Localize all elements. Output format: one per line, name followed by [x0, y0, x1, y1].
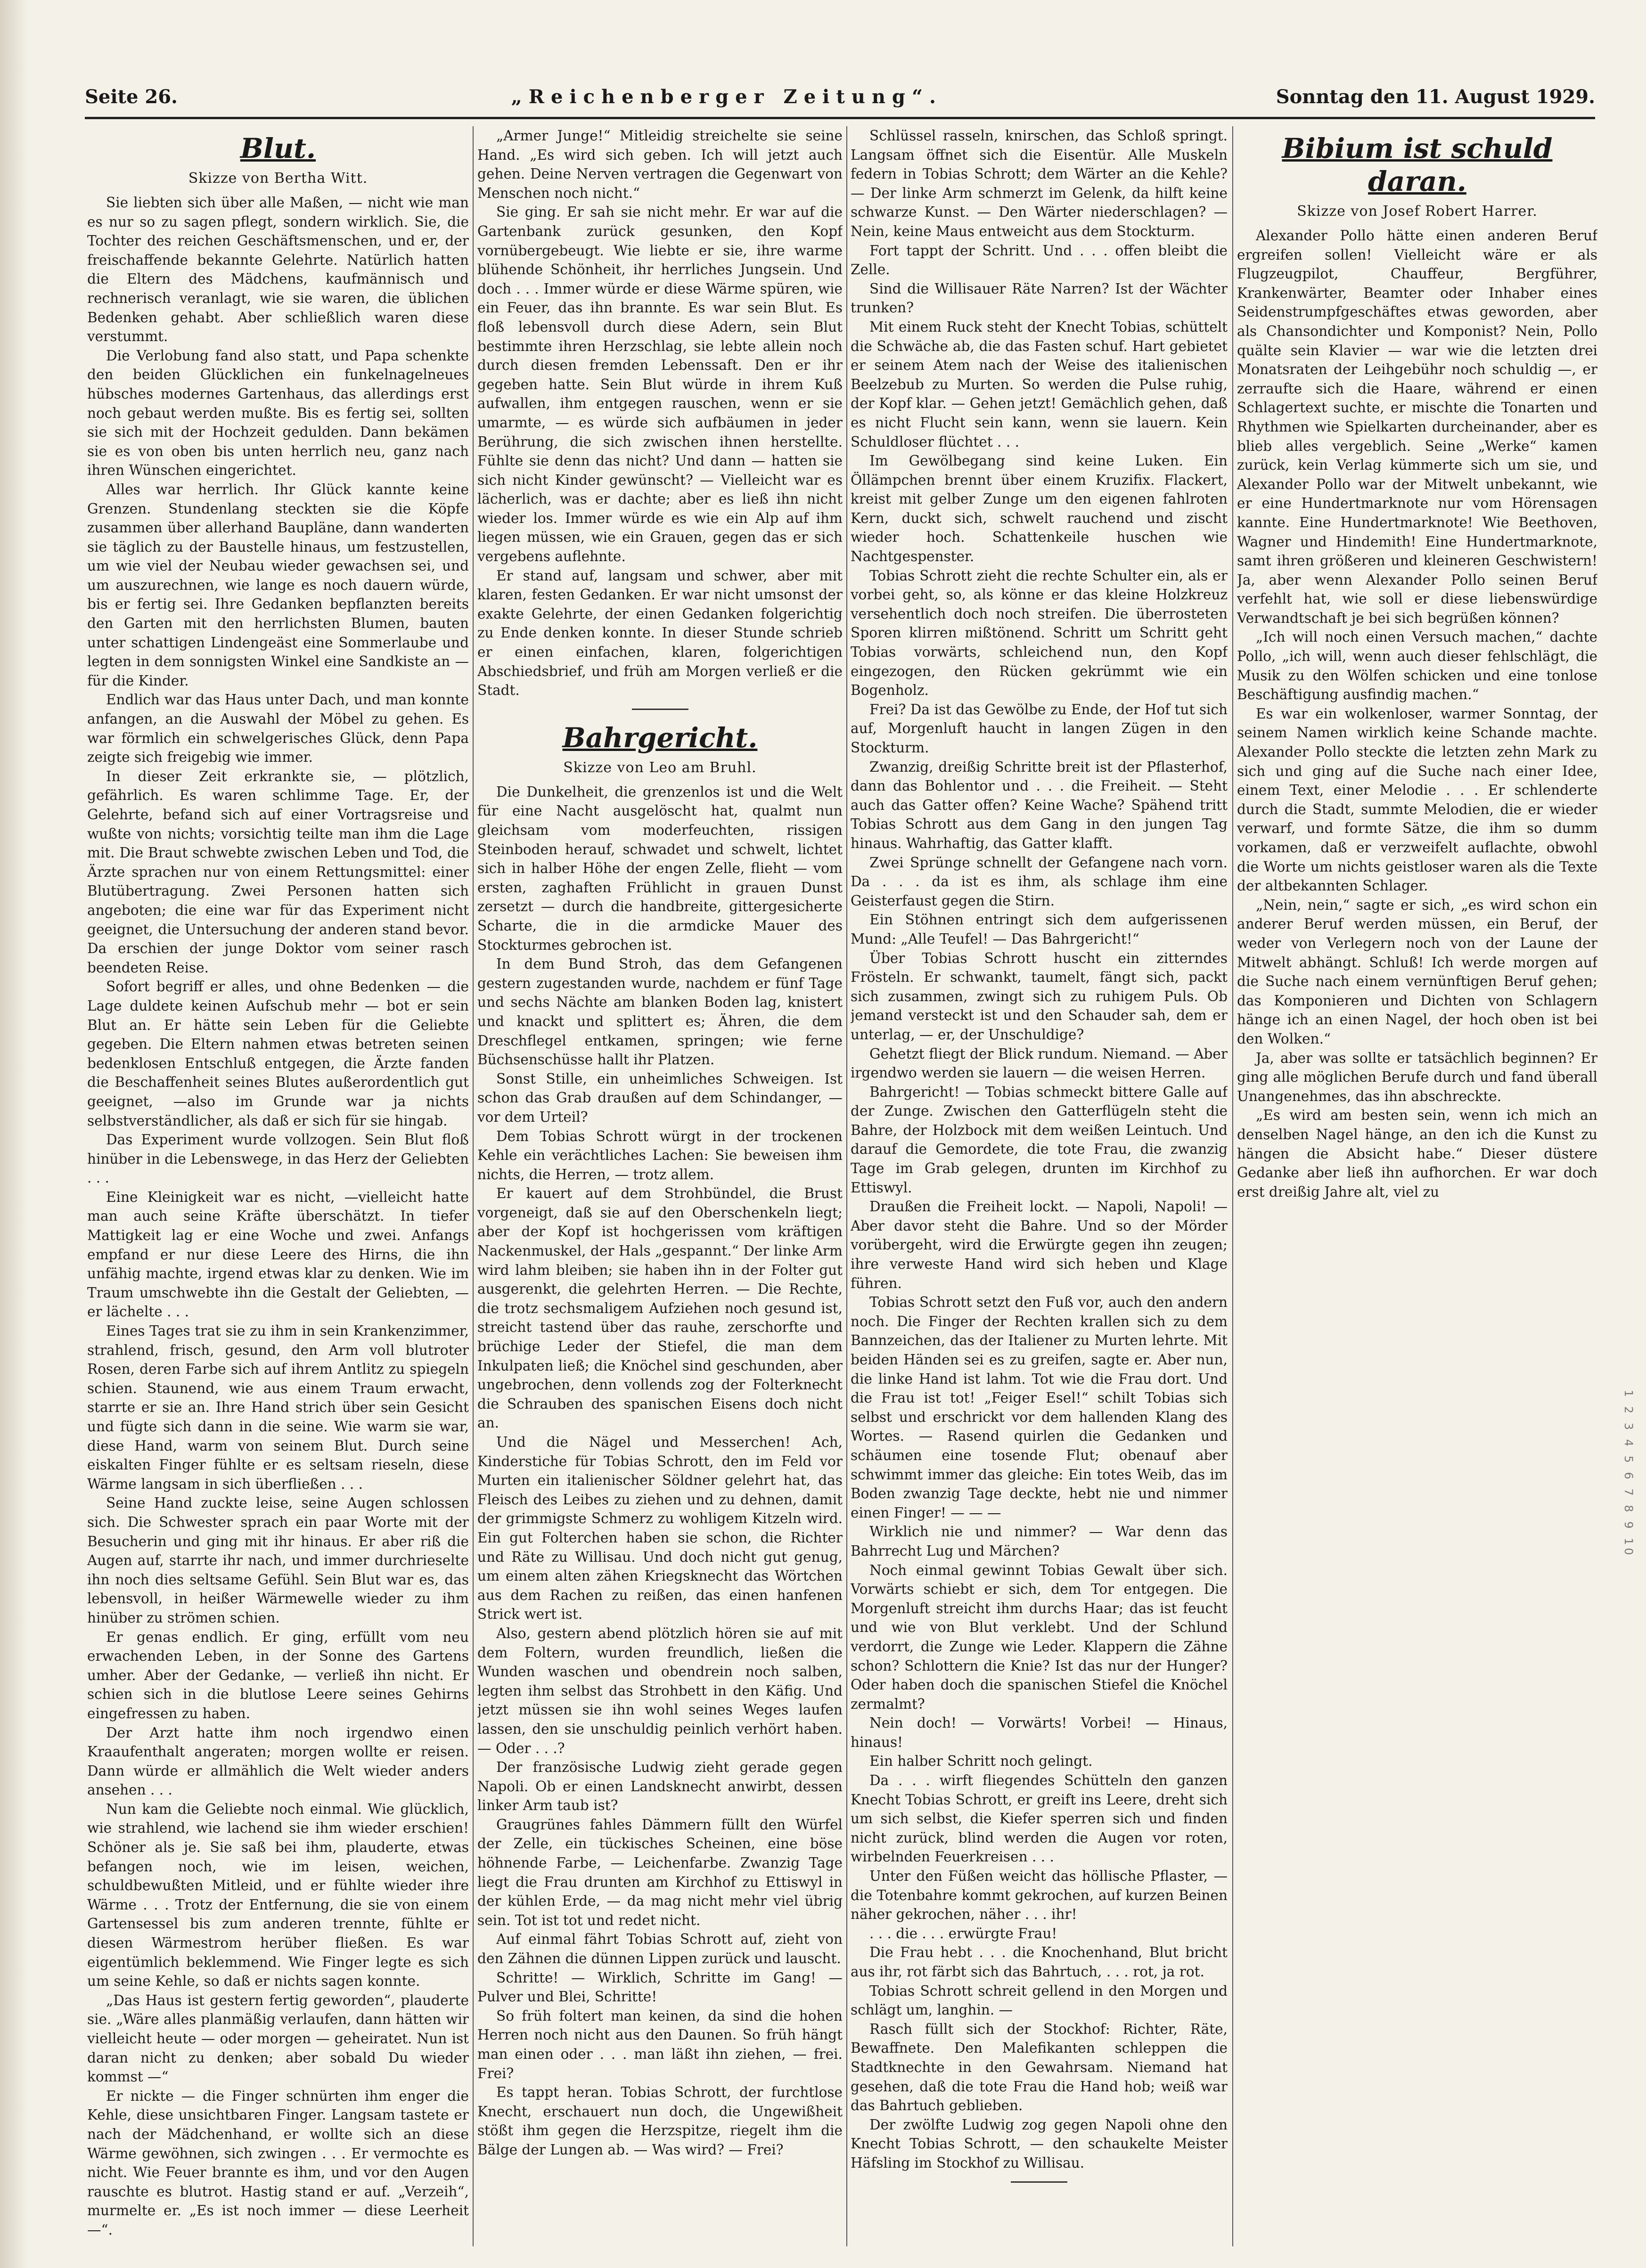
- story-paragraph: . . . die . . . erwürgte Frau!: [869, 1925, 1057, 1942]
- page-number: Seite 26.: [85, 85, 178, 108]
- story-paragraph: Endlich war das Haus unter Dach, und man konnte anfangen, an die Auswahl der Möbel zu gehen. Es war förmlich ein schwelgerisches Glück, denn Papa zeigte sich freigebig wie immer.: [87, 692, 469, 766]
- story-title: Bahrgericht.: [562, 721, 758, 754]
- story-paragraph: Ein halber Schritt noch gelingt.: [869, 1753, 1093, 1770]
- story-paragraph: Tobias Schrott setzt den Fuß vor, auch den andern noch. Die Finger der Rechten krallen sich zu dem Bannzeichen, das der Italiener zu Murten lehrte. Mit beiden Händen sei es zu greifen, sagte er. Aber nun, die linke Hand ist lahm. Tot wie die Frau dort. Und die Frau ist tot! „Feiger Esel!“ schilt Tobias sich selbst und erschrickt vor dem hallenden Klang des Wortes. — Rasend quirlen die Gedanken und schäumen eine tosende Flut; obenauf aber schwimmt immer das gleiche: Ein totes Weib, das im Boden zwanzig Tage deckte, hebt nie und nimmer einen Finger! — — —: [851, 1294, 1228, 1521]
- story-paragraph: Sie liebten sich über alle Maßen, — nicht wie man es nur so zu sagen pflegt, sondern wirklich. Sie, die Tochter des reichen Geschäftsmenschen, und er, der freischaffende bekannte Gelehrte. Natürlich hatten die Eltern des Mädchens, kaufmännisch und rechnerisch veranlagt, wie sie waren, die üblichen Bedenken gehabt. Aber schließlich waren diese verstummt.: [87, 195, 469, 345]
- story-paragraph: Und die Nägel und Messerchen! Ach, Kinderstiche für Tobias Schrott, den im Feld vor Murten ein italienischer Söldner gelehrt hat, das Fleisch des Leibes zu ziehen und zu dehnen, damit der grimmigste Schmerz zu wohligem Kitzeln wird. Ein gut Folterchen haben sie schon, die Richter und Räte zu Willisau. Und doch nicht gut genug, um einem alten zähen Kriegsknecht das Wörtchen aus dem Rachen zu reißen, das einen hanfenen Strick wert ist.: [477, 1434, 843, 1623]
- story-paragraph: Also, gestern abend plötzlich hören sie auf mit dem Foltern, wurden freundlich, ließen die Wunden waschen und obendrein noch salben, legten ihm selbst das Strohbett in den Käfig. Und jetzt müssen sie ihn wohl seines Weges laufen lassen, den sie unschuldig peinlich verhört haben. — Oder . . .?: [477, 1625, 843, 1756]
- page-fold-shadow: [0, 0, 28, 2268]
- story-paragraph: Sonst Stille, ein unheimliches Schweigen. Ist schon das Grab draußen auf dem Schindanger, — vor dem Urteil?: [477, 1070, 843, 1125]
- story-paragraph: Tobias Schrott zieht die rechte Schulter ein, als er vorbei geht, so, als könne er das kleine Holzkreuz versehentlich doch noch streifen. Die überrosteten Sporen klirren mißtönend. Schritt um Schritt geht Tobias vorwärts, schleichend nun, den Kopf eingezogen, den Rücken gekrümmt wie ein Bogenholz.: [851, 567, 1228, 699]
- story-paragraph: Zwei Sprünge schnellt der Gefangene nach vorn. Da . . . da ist es ihm, als schlage ihm eine Geisterfaust gegen die Stirn.: [851, 854, 1228, 909]
- story-paragraph: Über Tobias Schrott huscht ein zitterndes Frösteln. Er schwankt, taumelt, fängt sich, packt sich zusammen, zwingt sich zu ruhigem Puls. Ob jemand versteckt ist und den Schauder sah, dem er unterlag, — er, der Unschuldige?: [851, 950, 1228, 1043]
- story-paragraph: Dem Tobias Schrott würgt in der trockenen Kehle ein verächtliches Lachen: Sie beweisen ihm nichts, die Herren, — trotz allem.: [477, 1128, 843, 1183]
- story-paragraph: „Das Haus ist gestern fertig geworden“, plauderte sie. „Wäre alles planmäßig verlaufen, dann hätten wir vielleicht heute — oder morgen — geheiratet. Nun ist daran nicht zu denken; aber sobald Du wieder kommst —“: [87, 1992, 469, 2085]
- story-paragraph: So früh foltert man keinen, da sind die hohen Herren noch nicht aus den Daunen. So früh hängt man einen oder . . . man läßt ihn ziehen, — frei. Frei?: [477, 2007, 843, 2081]
- story-paragraph: Fort tappt der Schritt. Und . . . offen bleibt die Zelle.: [851, 242, 1228, 278]
- story-paragraph: In dieser Zeit erkrankte sie, — plötzlich, gefährlich. Es waren schlimme Tage. Er, der Gelehrte, befand sich auf einer Vortragsreise und wußte von nichts; vorsichtig teilte man ihm die Lage mit. Die Braut schwebte zwischen Leben und Tod, die Ärzte sprachen nur von einem Rettungsmittel: einer Blutübertragung. Zwei Personen hatten sich angeboten; die eine war für das Experiment nicht geeignet, die Untersuchung der anderen stand bevor. Da erschien der junge Doktor vom seiner rasch beendeten Reise.: [87, 768, 469, 976]
- story-paragraph: Gehetzt fliegt der Blick rundum. Niemand. — Aber irgendwo werden sie lauern — die weisen Herren.: [851, 1045, 1228, 1081]
- story-paragraph: Alexander Pollo hätte einen anderen Beruf ergreifen sollen! Vielleicht wäre er als Flugzeugpilot, Chauffeur, Bergführer, Krankenwärter, Beamter oder Inhaber eines Seidenstrumpfgeschäftes etwas geworden, aber als Chansondichter und Komponist? Nein, Pollo quälte sein Klavier — war wie die letzten drei Monatsraten der Leihgebühr noch schuldig —, er zerraufte sich die Haare, während er einen Schlagertext suchte, er mischte die Tonarten und Rhythmen wie Spielkarten durcheinander, aber es blieb alles vergeblich. Seine „Werke“ kamen zurück, kein Verlag kümmerte sich um sie, und Alexander Pollo war der Mitwelt unbekannt, wie er eine Hundertmarknote nur vom Hörensagen kannte. Eine Hundertmarknote! Wie Beethoven, Wagner und Hindemith! Eine Hundertmarknote, samt ihren größeren und kleineren Geschwistern! Ja, aber wenn Alexander Pollo seinen Beruf verfehlt hat, wie soll er diese liebenswürdige Verwandtschaft je bei sich begrüßen können?: [1237, 228, 1597, 626]
- story-paragraph: Er genas endlich. Er ging, erfüllt vom neu erwachenden Leben, in der Sonne des Gartens umher. Aber der Gedanke, — verließ ihn nicht. Er schien sich in die blutlose Leere seines Gehirns eingefressen zu haben.: [87, 1629, 469, 1721]
- column-1: [87, 126, 469, 2246]
- story-paragraph: Alles war herrlich. Ihr Glück kannte keine Grenzen. Stundenlang steckten sie die Köpfe zusammen über allerhand Baupläne, dann wanderten sie täglich zu der Baustelle hinaus, um festzustellen, um wie viel der Neubau wieder gewachsen sei, und um auszurechnen, wie lange es noch dauern würde, bis er fertig sei. Ihre Gedanken bepflanzten bereits den Garten mit den herrlichsten Blumen, bauten unter schattigen Lindengeäst eine Sommerlaube und legten in dem sonnigsten Winkel eine Sandkiste an — für die Kinder.: [87, 481, 469, 689]
- story-paragraph: „Es wird am besten sein, wenn ich mich an denselben Nagel hänge, an den ich die Kunst zu hängen die Absicht habe.“ Dieser düstere Gedanke aber ließ ihn aufhorchen. Er war doch erst dreißig Jahre alt, viel zu: [1237, 1107, 1597, 1200]
- story-paragraph: Zwanzig, dreißig Schritte breit ist der Pflasterhof, dann das Bohlentor und . . . die Freiheit. — Steht auch das Gatter offen? Keine Wache? Spähend tritt Tobias Schrott aus dem Gang in den jungen Tag hinaus. Wahrhaftig, das Gatter klafft.: [851, 759, 1228, 851]
- story-paragraph: Nein doch! — Vorwärts! Vorbei! — Hinaus, hinaus!: [851, 1715, 1228, 1750]
- story-paragraph: Ja, aber was sollte er tatsächlich beginnen? Er ging alle möglichen Berufe durch und fand überall Unangenehmes, das ihn abschreckte.: [1237, 1050, 1597, 1104]
- story-paragraph: Der Arzt hatte ihm noch irgendwo einen Kraaufenthalt angeraten; morgen wollte er reisen. Dann würde er allmählich die Welt wieder anders ansehen . . .: [87, 1724, 469, 1798]
- story-paragraph: Rasch füllt sich der Stockhof: Richter, Räte, Bewaffnete. Den Malefikanten schleppen die Stadtknechte in den Gewahrsam. Niemand hat gesehen, daß die tote Frau die Hand hob; weiß war das Bahrtuch geblieben.: [851, 2021, 1228, 2114]
- story-paragraph: Eines Tages trat sie zu ihm in sein Krankenzimmer, strahlend, frisch, gesund, den Arm voll blutroter Rosen, deren Farbe sich auf ihrem Antlitz zu spiegeln schien. Staunend, wie aus einem Traum erwacht, starrte er sie an. Ihre Hand strich über sein Gesicht und fügte sich dann in die seine. Wie warm sie war, diese Hand, warm von seinem Blut. Durch seine eiskalten Finger fühlte er es seltsam rieseln, diese Wärme langsam in sich überfließen . . .: [87, 1323, 469, 1492]
- story-paragraph: Mit einem Ruck steht der Knecht Tobias, schüttelt die Schwäche ab, die das Fasten schuf. Hart gebietet er seinem Atem nach der Weise des italienischen Beelzebub zu Murten. So werden die Pulse ruhig, der Kopf klar. — Gehen jetzt! Gemächlich gehen, daß es nicht Flucht sein kann, wenn sie lauern. Kein Schuldloser flüchtet . . .: [851, 318, 1228, 450]
- story-title: Bibium ist schuld daran.: [1282, 132, 1553, 197]
- story-byline: Skizze von Leo am Bruhl.: [563, 759, 757, 776]
- story-paragraph: Wirklich nie und nimmer? — War denn das Bahrrecht Lug und Märchen?: [851, 1524, 1228, 1559]
- column-rule: [1232, 126, 1233, 2246]
- column-rule: [473, 126, 474, 2246]
- story-paragraph: Schlüssel rasseln, knirschen, das Schloß springt. Langsam öffnet sich die Eisentür. Alle Muskeln federn in Tobias Schrott; dem Wärter an die Kehle? — Der linke Arm schmerzt im Gelenk, da hilft keine schwarze Kunst. — Den Wärter niederschlagen? — Nein, keine Maus entweicht aus dem Stockturm.: [851, 128, 1228, 239]
- story-paragraph: Auf einmal fährt Tobias Schrott auf, zieht von den Zähnen die dünnen Lippen zurück und lauscht.: [477, 1931, 843, 1967]
- story-paragraph: Draußen die Freiheit lockt. — Napoli, Napoli! — Aber davor steht die Bahre. Und so der Mörder vorübergeht, wird die Erwürgte gegen ihn zeugen; ihre verweste Hand wird sich heben und Klage führen.: [851, 1199, 1228, 1291]
- story-paragraph: Nun kam die Geliebte noch einmal. Wie glücklich, wie strahlend, wie lachend sie ihm wieder erschien! Schöner als je. Sie saß bei ihm, plauderte, etwas befangen noch, wie im leisen, weichen, schuldbewußten Mitleid, und er fühlte wieder ihre Wärme . . . Trotz der Entfernung, die sie von einem Gartensessel bis zum anderen trennte, fühlte er diesen Wärmestrom herüber fließen. Es war eigentümlich beklemmend. Wie Finger legte es sich um seine Kehle, so daß er nichts sagen konnte.: [87, 1801, 469, 1990]
- story-paragraph: Er nickte — die Finger schnürten ihm enger die Kehle, diese unsichtbaren Finger. Langsam tastete er nach der Mädchenhand, er wollte sich an diese Wärme gewöhnen, sich zwingen . . . Er vermochte es nicht. Wie Feuer brannte es ihm, und vor den Augen rauschte es blutrot. Hastig stand er auf. „Verzeih“, murmelte er. „Es ist noch immer — diese Leerheit —“.: [87, 2088, 469, 2238]
- story-paragraph: „Ich will noch einen Versuch machen,“ dachte Pollo, „ich will, wenn auch dieser fehlschlägt, die Musik zu den Wölfen schicken und eine tonlose Beschäftigung ausfindig machen.“: [1237, 629, 1597, 703]
- story-paragraph: Das Experiment wurde vollzogen. Sein Blut floß hinüber in die Lebenswege, in das Herz der Geliebten . . .: [87, 1132, 469, 1186]
- story-byline: Skizze von Josef Robert Harrer.: [1297, 203, 1538, 220]
- story-paragraph: „Nein, nein,“ sagte er sich, „es wird schon ein anderer Beruf werden müssen, ein Beruf, der weder von Verlegern noch von der Laune der Mitwelt abhängt. Schluß! Ich werde morgen auf die Suche nach einem vernünftigen Beruf gehen; das Komponieren und Dichten von Schlagern hänge ich an einen Nagel, der hoch oben ist bei den Wolken.“: [1237, 897, 1597, 1047]
- story-paragraph: Noch einmal gewinnt Tobias Gewalt über sich. Vorwärts schiebt er sich, dem Tor entgegen. Die Morgenluft streicht ihm durchs Haar; das ist feucht und wie von Blut verklebt. Und der Schlund verdorrt, die Zunge wie Leder. Klappern die Zähne schon? Schlottern die Knie? Ist das nur der Hunger? Oder haben doch die spanischen Stiefel die Knöchel zermalmt?: [851, 1562, 1228, 1712]
- page-header: [85, 82, 1595, 111]
- story-paragraph: „Armer Junge!“ Mitleidig streichelte sie seine Hand. „Es wird sich geben. Ich will jetzt auch gehen. Deine Nerven vertragen die Gegenwart von Menschen noch nicht.“: [477, 128, 843, 201]
- story-paragraph: Frei? Da ist das Gewölbe zu Ende, der Hof tut sich auf, Morgenluft haucht in langen Zügen in den Stockturm.: [851, 701, 1228, 756]
- story-paragraph: Da . . . wirft fliegendes Schütteln den ganzen Knecht Tobias Schrott, er greift ins Leere, dreht sich um sich selbst, die Kiefer sperren sich und finden nicht zurück, blind werden die Augen vor roten, wirbelnden Feuerkreisen . . .: [851, 1772, 1228, 1865]
- story-paragraph: Der zwölfte Ludwig zog gegen Napoli ohne den Knecht Tobias Schrott, — den schaukelte Meister Häfsling im Stockhof zu Willisau.: [851, 2116, 1228, 2171]
- column-3: [851, 126, 1228, 2246]
- story-paragraph: Tobias Schrott schreit gellend in den Morgen und schlägt um, langhin. —: [851, 1982, 1228, 2018]
- story-paragraph: In dem Bund Stroh, das dem Gefangenen gestern zugestanden wurde, nachdem er fünf Tage und sechs Nächte am blanken Boden lag, knistert und knackt und splittert es; Ähren, die dem Dreschflegel entkamen, springen; wie ferne Büchsenschüsse hallt ihr Platzen.: [477, 956, 843, 1068]
- margin-marks: 1 2 3 4 5 6 7 8 9 10: [1622, 1390, 1635, 1558]
- story-paragraph: Es war ein wolkenloser, warmer Sonntag, der seinem Namen wirklich keine Schande machte. Alexander Pollo steckte die letzten zehn Mark zu sich und ging auf die Suche nach einer Idee, einem Text, einer Melodie . . . Er schlenderte durch die Stadt, summte Melodien, die er wieder verwarf, und formte Sätze, die ihm so dumm vorkamen, daß er verzweifelt auflachte, obwohl die Worte um nichts geistloser waren als die Texte der altbekannten Schlager.: [1237, 705, 1597, 894]
- story-paragraph: Seine Hand zuckte leise, seine Augen schlossen sich. Die Schwester sprach ein paar Worte mit der Besucherin und ging mit ihr hinaus. Er aber riß die Augen auf, starrte ihr nach, und immer durchrieselte ihn noch dies seltsame Gefühl. Sein Blut war es, das lebensvoll, in heißer Wärmewelle wieder zu ihm hinüber zu strömen schien.: [87, 1495, 469, 1626]
- story-paragraph: Er stand auf, langsam und schwer, aber mit klaren, festen Gedanken. Er war nicht umsonst der exakte Gelehrte, der einen Gedanken folgerichtig zu Ende denken konnte. In dieser Stunde schrieb er einen einfachen, klaren, folgerichtigen Abschiedsbrief, und früh am Morgen verließ er die Stadt.: [477, 567, 843, 699]
- newspaper-title: „Reichenberger Zeitung“.: [511, 85, 942, 108]
- story-paragraph: Sofort begriff er alles, und ohne Bedenken — die Lage duldete keinen Aufschub mehr — bot er sein Blut an. Er hätte sein Leben für die Geliebte gegeben. Die Eltern nahmen etwas betreten seinen bedenklosen Entschluß entgegen, die Ärzte fanden die Beschaffenheit seines Blutes außerordentlich gut geeignet, —also im Grunde war ja nichts selbstverständlicher, als daß er sich für sie hingab.: [87, 979, 469, 1129]
- story-separator: [632, 709, 688, 710]
- story-paragraph: Die Dunkelheit, die grenzenlos ist und die Welt für eine Nacht ausgelöscht hat, qualmt nun gleichsam vom moderfeuchten, rissigen Steinboden herauf, schwadet und schwelt, lichtet sich in halber Höhe der engen Zelle, flieht — vom ersten, zaghaften Frühlicht in grauen Dunst zersetzt — durch die handbreite, gittergesicherte Scharte, die in die armdicke Mauer des Stockturmes gebrochen ist.: [477, 783, 843, 953]
- story-paragraph: Der französische Ludwig zieht gerade gegen Napoli. Ob er einen Landsknecht anwirbt, dessen linker Arm taub ist?: [477, 1759, 843, 1814]
- story-paragraph: Bahrgericht! — Tobias schmeckt bittere Galle auf der Zunge. Zwischen den Gatterflügeln steht die Bahre, der Holzbock mit dem weißen Leintuch. Und darauf die Gemordete, die tote Frau, die zwanzig Tage im Grab gelegen, drunten im Kirchhof zu Ettiswyl.: [851, 1084, 1228, 1196]
- story-paragraph: Unter den Füßen weicht das höllische Pflaster, — die Totenbahre kommt gekrochen, auf kurzen Beinen näher gekrochen, näher . . . ihr!: [851, 1868, 1228, 1923]
- header-rule: [85, 117, 1595, 119]
- story-paragraph: Sind die Willisauer Räte Narren? Ist der Wächter trunken?: [851, 280, 1228, 316]
- story-paragraph: Graugrünes fahles Dämmern füllt den Würfel der Zelle, ein tückisches Scheinen, eine böse höhnende Farbe, — Leichenfarbe. Zwanzig Tage liegt die Frau drunten am Kirchhof zu Ettiswyl in der kühlen Erde, — da mag nicht mehr viel übrig sein. Tot ist tot und redet nicht.: [477, 1816, 843, 1928]
- story-paragraph: Die Verlobung fand also statt, und Papa schenkte den beiden Glücklichen ein funkelnagelneues hübsches modernes Gartenhaus, das allerdings erst noch gebaut werden mußte. Bis es fertig sei, sollten sie sich mit der Hochzeit gedulden. Dann bekämen sie es von oben bis unten herrlich neu, ganz nach ihren Wünschen eingerichtet.: [87, 347, 469, 479]
- story-paragraph: Sie ging. Er sah sie nicht mehr. Er war auf die Gartenbank zurück gesunken, den Kopf vornübergebeugt. Wie liebte er sie, ihre warme blühende Schönheit, ihr herrliches Jungsein. Und doch . . . Immer würde er diese Wärme spüren, wie ein Feuer, das ihn brannte. Es war sein Blut. Es floß lebensvoll durch diese Adern, sein Blut bestimmte ihren Herzschlag, sie lebte allein noch durch diesen fremden Lebenssaft. Den er ihr gegeben hatte. Sein Blut würde in ihrem Kuß aufwallen, ihm entgegen rauschen, wenn er sie umarmte, — es würde sich aufbäumen in jeder Berührung, die sich zwischen ihnen herstellte. Fühlte sie denn das nicht? Und dann — hatten sie sich nicht Kinder gewünscht? — Vielleicht war es lächerlich, was er dachte; aber es ließ ihn nicht wieder los. Immer würde es wie ein Alp auf ihm liegen müssen, wie ein Grauen, gegen das er sich vergebens auflehnte.: [477, 204, 843, 565]
- story-paragraph: Er kauert auf dem Strohbündel, die Brust vorgeneigt, daß sie auf den Oberschenkeln liegt; aber der Kopf ist hochgerissen vom kräftigen Nackenmuskel, der Hals „gespannt.“ Der linke Arm wird lahm bleiben; sie haben ihn in der Folter gut ausgerenkt, die gelehrten Herren. — Die Rechte, die trotz sechsmaligem Aufziehen noch gesund ist, streicht tastend über das rauhe, zerschorfte und brüchige Leder der Stiefel, die man dem Inkulpaten ließ; die Knöchel sind geschunden, aber ungebrochen, denn vollends zog der Folterknecht die Schrauben des spanischen Eisens doch nicht an.: [477, 1185, 843, 1431]
- issue-date: Sonntag den 11. August 1929.: [1276, 85, 1595, 108]
- column-2: [477, 126, 843, 2246]
- story-byline: Skizze von Bertha Witt.: [188, 170, 368, 187]
- story-paragraph: Schritte! — Wirklich, Schritte im Gang! — Pulver und Blei, Schritte!: [477, 1969, 843, 2005]
- column-rule: [846, 126, 847, 2246]
- story-title: Blut.: [240, 132, 316, 164]
- story-paragraph: Es tappt heran. Tobias Schrott, der furchtlose Knecht, erschauert nun doch, die Ungewißheit stößt ihm gegen die Herzspitze, riegelt ihm die Bälge der Lungen ab. — Was wird? — Frei?: [477, 2084, 843, 2158]
- story-separator: [1011, 2181, 1067, 2183]
- column-4: [1237, 126, 1597, 2246]
- story-paragraph: Eine Kleinigkeit war es nicht, —vielleicht hatte man auch seine Kräfte überschätzt. In tiefer Mattigkeit lag er eine Woche und zwei. Anfangs empfand er nur diese Leere des Hirns, die ihn unfähig machte, irgend etwas klar zu denken. Wie im Traum umschwebte ihn die Gestalt der Geliebten, — er lächelte . . .: [87, 1189, 469, 1320]
- story-paragraph: Die Frau hebt . . . die Knochenhand, Blut bricht aus ihr, rot färbt sich das Bahrtuch, . . . rot, ja rot.: [851, 1944, 1228, 1980]
- story-paragraph: Ein Stöhnen entringt sich dem aufgerissenen Mund: „Alle Teufel! — Das Bahrgericht!“: [851, 912, 1228, 947]
- story-paragraph: Im Gewölbegang sind keine Luken. Ein Öllämpchen brennt über einem Kruzifix. Flackert, kreist mit gelber Zunge um den eigenen fahlroten Kern, duckt sich, schwelt rauchend und zischt wieder hoch. Schattenkeile huschen wie Nachtgespenster.: [851, 453, 1228, 565]
